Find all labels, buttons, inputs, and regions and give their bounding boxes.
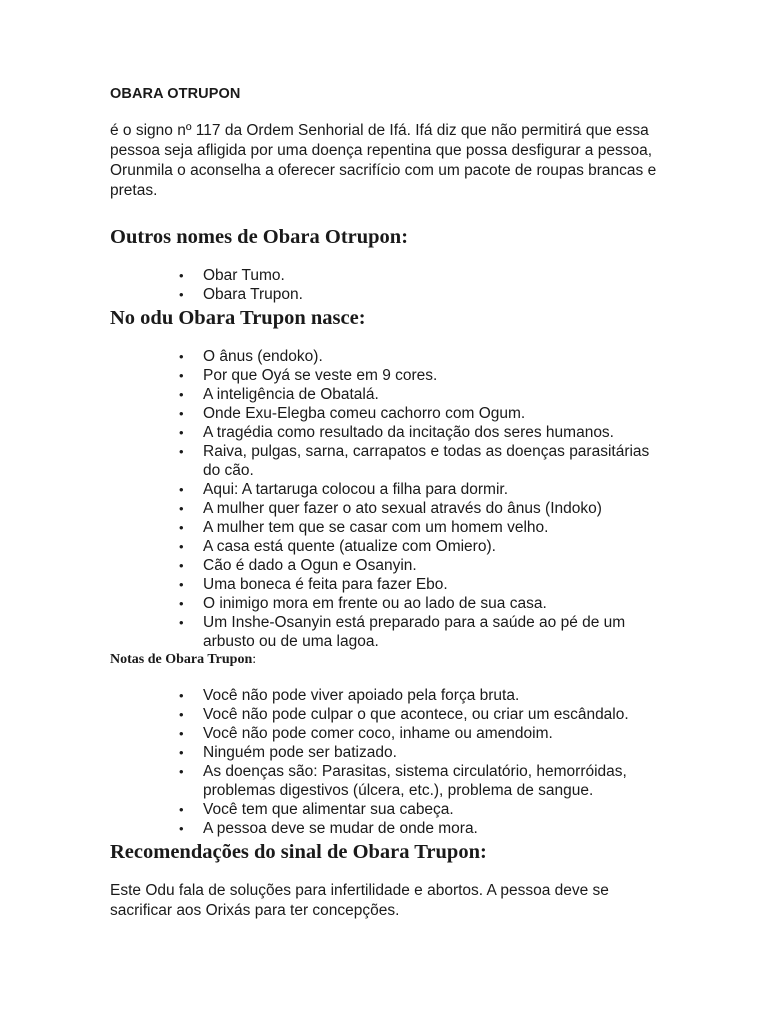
bullet-icon: •	[179, 501, 184, 516]
born-heading: No odu Obara Trupon nasce:	[110, 307, 366, 329]
list-item: • Cão é dado a Ogun e Osanyin.	[179, 557, 417, 574]
list-item: • Obara Trupon.	[179, 286, 303, 303]
list-item: • A pessoa deve se mudar de onde mora.	[179, 820, 478, 837]
bullet-icon: •	[179, 406, 184, 421]
intro-paragraph: é o signo nº 117 da Ordem Senhorial de Ifá. Ifá diz que não permitirá que essa pessoa seja afligida por uma doença repentina que possa desfigurar a pessoa, Orunmila o aconselha a oferecer sacrifício com um pacote de roupas brancas e pretas.	[110, 122, 657, 199]
list-item: • Você não pode culpar o que acontece, ou criar um escândalo.	[179, 706, 629, 723]
list-item: • Raiva, pulgas, sarna, carrapatos e todas as doenças parasitárias do cão.	[179, 443, 650, 479]
document-page	[110, 86, 658, 921]
bullet-icon: •	[179, 726, 184, 741]
list-item: • Uma boneca é feita para fazer Ebo.	[179, 576, 448, 593]
list-item: • O inimigo mora em frente ou ao lado de sua casa.	[179, 595, 547, 612]
bullet-icon: •	[179, 287, 184, 302]
notes-list	[110, 686, 658, 838]
list-item: • O ânus (endoko).	[179, 348, 323, 365]
bullet-icon: •	[179, 268, 184, 283]
bullet-icon: •	[179, 821, 184, 836]
bullet-icon: •	[179, 349, 184, 364]
list-item: • Você não pode comer coco, inhame ou amendoim.	[179, 725, 553, 742]
bullet-icon: •	[179, 558, 184, 573]
list-item: • A casa está quente (atualize com Omiero).	[179, 538, 496, 555]
bullet-icon: •	[179, 387, 184, 402]
bullet-icon: •	[179, 577, 184, 592]
list-item: • Por que Oyá se veste em 9 cores.	[179, 367, 438, 384]
bullet-icon: •	[179, 482, 184, 497]
recommendations-heading: Recomendações do sinal de Obara Trupon:	[110, 841, 487, 863]
bullet-icon: •	[179, 425, 184, 440]
list-item: • Você tem que alimentar sua cabeça.	[179, 801, 454, 818]
list-item: • Obar Tumo.	[179, 267, 285, 284]
list-item: • Ninguém pode ser batizado.	[179, 744, 397, 761]
other-names-heading: Outros nomes de Obara Otrupon:	[110, 226, 409, 248]
list-item: • Onde Exu-Elegba comeu cachorro com Ogum.	[179, 405, 526, 422]
bullet-icon: •	[179, 520, 184, 535]
list-item: • Um Inshe-Osanyin está preparado para a saúde ao pé de um arbusto ou de uma lagoa.	[179, 614, 626, 650]
bullet-icon: •	[179, 615, 184, 630]
list-item: • Aqui: A tartaruga colocou a filha para dormir.	[179, 481, 509, 498]
bullet-icon: •	[179, 688, 184, 703]
document-title: OBARA OTRUPON	[110, 86, 241, 102]
list-item: • A mulher tem que se casar com um homem velho.	[179, 519, 549, 536]
bullet-icon: •	[179, 596, 184, 611]
other-names-list	[110, 266, 658, 304]
list-item: • A tragédia como resultado da incitação dos seres humanos.	[179, 424, 614, 441]
list-item: • Você não pode viver apoiado pela força bruta.	[179, 687, 520, 704]
notes-heading: Notas de Obara Trupon:	[110, 652, 257, 667]
bullet-icon: •	[179, 539, 184, 554]
born-list	[110, 347, 658, 651]
bullet-icon: •	[179, 444, 184, 459]
list-item: • A mulher quer fazer o ato sexual através do ânus (Indoko)	[179, 500, 602, 517]
bullet-icon: •	[179, 802, 184, 817]
bullet-icon: •	[179, 764, 184, 779]
bullet-icon: •	[179, 707, 184, 722]
bullet-icon: •	[179, 368, 184, 383]
list-item: • As doenças são: Parasitas, sistema circulatório, hemorróidas, problemas digestivos (úlcera, etc.), problema de sangue.	[179, 763, 627, 799]
recommendations-paragraph: Este Odu fala de soluções para infertilidade e abortos. A pessoa deve se sacrificar aos Orixás para ter concepções.	[110, 882, 609, 919]
bullet-icon: •	[179, 745, 184, 760]
list-item: • A inteligência de Obatalá.	[179, 386, 379, 403]
